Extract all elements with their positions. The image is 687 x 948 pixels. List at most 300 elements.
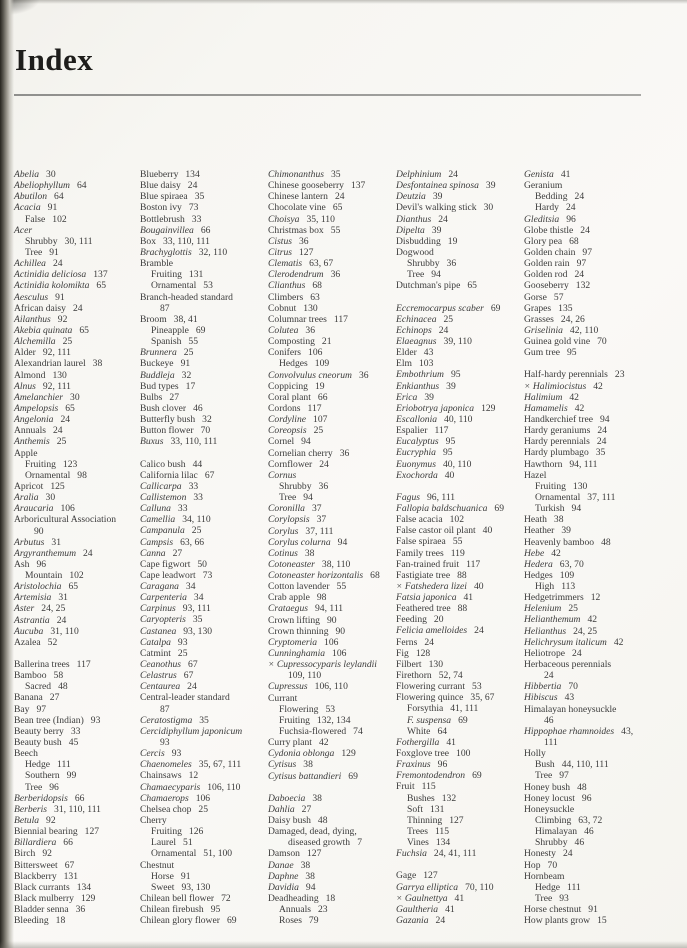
index-term: Ornamental [25,469,71,481]
index-entry [396,715,524,726]
index-term: High [535,581,555,593]
page-numbers: 30, 111 [64,235,93,247]
index-entry [268,570,396,581]
index-term: Devil's walking stick [396,202,477,214]
index-entry [396,381,524,392]
index-term: Gage [396,870,417,882]
page-numbers: 63, 70 [559,558,584,570]
page-numbers: 94, 111 [314,603,344,615]
index-entry [396,726,524,737]
page-numbers: 131 [430,803,445,815]
page-numbers: 24, 26 [560,313,585,325]
index-entry [14,748,140,759]
index-term: Biennial bearing [14,826,78,838]
index-entry [396,648,524,659]
index-entry [268,492,396,503]
page-numbers: 25 [313,425,324,437]
index-entry [268,726,396,737]
page-numbers: 39 [432,191,443,203]
index-entry [268,414,396,425]
index-entry [14,904,140,915]
index-term: Fatsia japonica [396,592,457,604]
index-entry [396,169,524,180]
page-numbers: 24 [52,425,63,437]
page-numbers: 88 [457,603,468,615]
page-numbers: 25 [198,803,209,815]
index-column-5 [524,169,673,926]
index-term: Damson [268,848,300,860]
page-numbers: 21 [321,336,332,348]
index-term: Citrus [268,246,292,258]
page-numbers: 24, 25 [573,625,598,637]
index-entry [140,414,268,425]
index-term: Fothergilla [396,736,440,748]
index-term: Aristolochia [14,581,62,593]
index-term: Heliotrope [524,647,566,659]
index-entry [396,214,524,225]
index-entry [524,514,673,525]
page-numbers: 38 [305,870,315,882]
index-term: Chinese gooseberry [268,180,344,192]
page-numbers: 94 [431,269,441,281]
index-entry [524,180,673,191]
page-numbers: 128 [415,647,431,659]
page-numbers: 33, 110, 111 [163,235,210,247]
index-entry [140,169,268,180]
index-term: Gaultheria [396,903,439,915]
index-term: Honey bush [524,781,571,793]
page-numbers: 34 [193,592,204,604]
page-numbers: 57 [553,291,564,303]
page-numbers: 40, 110 [442,458,472,470]
index-term: Eucalyptus [396,436,439,448]
page-numbers: 129 [341,748,356,760]
page-numbers: 46 [584,826,594,838]
index-term: Helenium [524,603,562,615]
index-term: Columnar trees [268,313,327,325]
index-term: Climbing [535,815,572,827]
page-numbers: 127 [449,814,464,826]
page-numbers: 33 [188,480,199,492]
index-term: Cotton lavender [268,581,330,593]
index-entry [140,492,268,503]
index-entry [396,837,524,848]
page-numbers: 24 [187,681,197,693]
index-entry [14,459,140,470]
page-numbers: 69 [348,770,358,782]
page-numbers: 39 [431,224,442,236]
page-numbers: 25 [56,436,67,448]
index-entry [268,448,396,459]
index-term: Cotinus [268,547,298,559]
index-term: Tree [535,770,553,782]
index-entry [140,280,268,291]
index-entry [396,503,524,514]
page-numbers: 30 [483,202,494,214]
page-numbers: 92 [57,313,68,325]
index-term: × Gaulnettya [396,892,448,904]
page-numbers: 67 [188,659,198,671]
index-term: Shrubby [407,258,440,270]
index-entry [268,470,396,481]
index-term: Branch-headed standard [140,291,233,303]
page-numbers: 111 [567,881,581,893]
index-entry [14,514,140,525]
index-entry [268,459,396,470]
index-term: Euonymus [396,458,436,470]
index-entry [268,826,396,837]
page-numbers: 40 [444,469,455,481]
page-numbers: 48 [577,781,587,793]
index-entry [140,748,268,759]
page-numbers: 42 [613,636,624,648]
index-entry [140,692,268,703]
index-entry [524,559,673,570]
index-term: Chelsea chop [140,803,192,815]
index-entry [396,414,524,425]
page-numbers: 37 [316,514,327,526]
index-term: Berberis [14,803,48,815]
page-numbers: 27 [172,547,183,559]
page-numbers: 19 [314,380,325,392]
index-term: Bramble [140,258,174,270]
index-entry [268,548,396,559]
index-term: Fruiting [25,458,56,470]
index-entry [14,860,140,871]
index-entry [396,202,524,213]
index-term: Brunnera [140,347,177,359]
index-term: Heather [524,525,555,537]
index-entry [14,370,140,381]
page-numbers: 106 [308,347,323,359]
index-term: Alder [14,347,36,359]
page-numbers: 30 [70,391,80,403]
index-entry [140,848,268,859]
page-numbers: 65 [467,280,477,292]
index-term: Gooseberry [524,280,569,292]
page-numbers: 90 [326,614,337,626]
index-term: Christmas box [268,224,324,236]
index-entry [396,681,524,692]
index-entry [14,871,140,882]
index-term: Glory pea [524,235,563,247]
index-term: Dahlia [268,803,295,815]
page-numbers: 98 [316,592,327,604]
index-term: Fruiting [279,714,310,726]
index-term: Felicia amelloides [396,625,468,637]
page-numbers: 111 [57,759,71,771]
index-entry [14,559,140,570]
index-term: Disbudding [396,235,441,247]
index-entry [268,191,396,202]
page-numbers: 34, 110 [182,514,211,526]
page-numbers: 23 [614,369,625,381]
index-entry [396,247,524,258]
index-entry [140,793,268,804]
index-term: Hardy [535,202,559,214]
index-column-4 [396,169,524,926]
page-numbers: 25 [191,525,202,537]
page-numbers: 64 [54,191,64,203]
page-numbers: 24 [596,436,607,448]
index-term: Shrubby [25,235,58,247]
index-entry [524,915,673,926]
page-numbers: 69 [472,770,482,782]
index-entry [14,269,140,280]
page-numbers: 38 [92,358,103,370]
index-entry [14,425,140,436]
page-numbers: 39, 110 [443,335,472,347]
index-entry [140,592,268,603]
index-term: Actinidia deliciosa [14,269,87,281]
page-numbers: 96 [581,792,592,804]
index-entry [14,692,140,703]
index-term: Fruiting [151,826,182,838]
page-numbers: 23 [317,904,328,916]
index-entry [524,447,673,458]
page-numbers: 52 [47,636,58,648]
index-entry [140,826,268,837]
index-term: False [25,213,46,225]
page-numbers: 67 [183,670,194,682]
index-term: Grasses [524,313,554,325]
index-term: Firethorn [396,670,432,682]
index-term: Cherry [140,815,167,827]
index-entry [396,737,524,748]
page-numbers: 92 [46,815,56,827]
index-entry [14,202,140,213]
index-term: Exochorda [396,469,438,481]
index-term: × Cupressocyparis leylandii [268,659,377,671]
index-entry [524,169,673,180]
index-entry [140,782,268,793]
index-term: Fuchsia [396,848,427,860]
page-numbers: 36 [339,447,350,459]
index-entry [268,804,396,815]
index-entry [524,793,673,804]
index-term: Chimonanthus [268,169,324,180]
page-numbers: 91 [180,358,191,370]
index-term: Deutzia [396,191,426,203]
page-numbers: 40, 110 [444,413,473,425]
index-term: Dianthus [396,213,432,225]
index-entry [140,314,268,325]
page-numbers: 25 [568,603,578,615]
page-numbers: 27 [169,391,179,403]
index-term: Annuals [14,425,46,437]
index-term: Garrya elliptica [396,881,459,893]
page-numbers: 92, 111 [42,380,71,392]
page-numbers: 24 [60,414,71,426]
page-numbers: 130 [428,658,443,670]
page-numbers: 106 [324,636,339,648]
index-entry [524,592,673,603]
index-term: Centaurea [140,681,181,693]
index-entry [524,258,673,269]
page-numbers: 24 [448,169,458,180]
page-numbers: 25 [62,336,73,348]
index-entry [396,369,524,380]
page-numbers: 95 [566,347,577,359]
index-term: Brachyglottis [140,246,192,258]
page-numbers: 69 [226,915,237,927]
page-numbers: 35 [595,447,606,459]
index-term: Erica [396,391,418,403]
index-term: Dogwood [396,246,434,258]
page-numbers: 24 [83,547,93,559]
page-numbers: 109 [314,358,330,370]
index-term: Ampelopsis [14,402,59,414]
index-term: Ailanthus [14,313,51,325]
page-numbers: 25 [183,347,194,359]
page-numbers: 132 [575,280,591,292]
index-term: Anthemis [14,436,50,448]
index-entry [14,392,140,403]
page-numbers: 38, 41 [173,313,198,325]
index-entry [268,592,396,603]
index-entry [14,169,140,180]
index-term: Cordyline [268,414,307,426]
index-entry [524,893,673,904]
index-entry [524,692,673,703]
index-entry [268,693,396,704]
index-term: Tree [535,893,553,904]
index-term: Bulbs [140,391,163,403]
page-numbers: 94 [303,492,313,504]
index-term: Eccremocarpus scaber [396,302,484,314]
index-entry [396,781,524,792]
index-term: Cornflower [268,458,313,470]
index-term: Elm [396,358,412,370]
page-numbers: 24 [438,324,449,336]
page-numbers: 65 [65,402,75,414]
index-entry [14,737,140,748]
index-term: Herbaceous perennials [524,659,612,671]
page-numbers: 19 [447,235,458,247]
index-entry [268,904,396,915]
index-term: Ceanothus [140,659,182,671]
index-term: Bushes [407,792,435,804]
index-entry [14,603,140,614]
index-entry [14,448,140,459]
index-entry [396,759,524,770]
page-numbers: 33 [177,503,188,515]
index-term: Vines [407,837,429,849]
index-entry [268,325,396,336]
index-term: Dutchman's pipe [396,280,461,292]
index-entry [524,292,673,303]
index-term: Hebe [524,547,545,559]
index-term: Sweet [151,881,175,893]
page-numbers: 132, 134 [316,714,351,726]
page-numbers: 130 [303,302,318,314]
page-numbers: 36 [330,269,341,281]
page-numbers: 91 [47,202,58,214]
page-numbers: 42 [593,380,603,392]
index-entry [524,303,673,314]
index-entry [524,548,673,559]
index-term: Hardy geraniums [524,425,591,437]
page-numbers: 96, 111 [426,491,456,503]
page-numbers: 37 [311,503,322,515]
index-entry [524,882,673,893]
index-entry-continuation: 87 [160,302,170,314]
index-term: Hibiscus [524,692,558,704]
page-numbers: 97 [582,246,593,258]
page-numbers: 45 [68,737,79,749]
index-term: How plants grow [524,915,591,927]
page-numbers: 30 [46,169,56,180]
title-rule [14,94,641,96]
index-term: Boston ivy [140,202,182,214]
index-entry [396,258,524,269]
index-term: Fruiting [535,480,566,492]
index-entry [140,347,268,358]
index-term: Shrubby [535,837,568,849]
index-entry [268,481,396,492]
index-columns [14,169,673,926]
index-entry [268,503,396,514]
index-term: Achillea [14,258,46,270]
page-numbers: 64 [76,180,87,192]
index-entry [524,804,673,815]
index-term: Hedges [524,569,553,581]
index-term: Buckeye [140,358,174,370]
index-term: Ornamental [535,491,581,503]
index-entry [140,191,268,202]
page-numbers: 48 [601,536,611,548]
scan-edge-left [0,0,14,948]
index-entry [524,860,673,871]
index-term: Azalea [14,636,41,648]
index-entry [268,648,396,659]
index-term: Fastigiate tree [396,569,451,581]
index-term: Chilean firebush [140,904,204,916]
index-entry [140,403,268,414]
index-term: Cistus [268,235,292,247]
page-numbers: 39 [424,391,434,403]
index-term: Cercis [140,748,165,760]
index-term: Bamboo [14,670,47,682]
scan-shadow-bottom [0,941,687,948]
page-numbers: 95 [210,904,221,916]
index-term: Helichrysum italicum [524,636,607,648]
index-entry [14,848,140,859]
page-numbers: 37, 111 [587,491,616,503]
index-term: Danae [268,859,294,871]
index-entry [140,726,268,737]
index-entry [268,347,396,358]
index-term: Cercidiphyllum japonicum [140,725,243,737]
index-term: Hop [524,859,541,871]
page-numbers: 24 [474,625,484,637]
page-numbers: 36 [299,235,309,247]
index-term: White [407,725,431,737]
page-numbers: 93, 111 [182,603,211,615]
page-numbers: 103 [419,358,434,370]
index-entry [268,425,396,436]
page-numbers: 129 [80,893,96,904]
index-entry [524,214,673,225]
index-entry [524,336,673,347]
index-term: Helianthemum [524,614,581,626]
index-term: Banana [14,692,43,704]
page-numbers: 106, 110 [207,781,241,793]
index-entry [14,225,140,236]
index-entry [396,436,524,447]
index-term: Caragana [140,581,179,593]
index-entry [140,214,268,225]
